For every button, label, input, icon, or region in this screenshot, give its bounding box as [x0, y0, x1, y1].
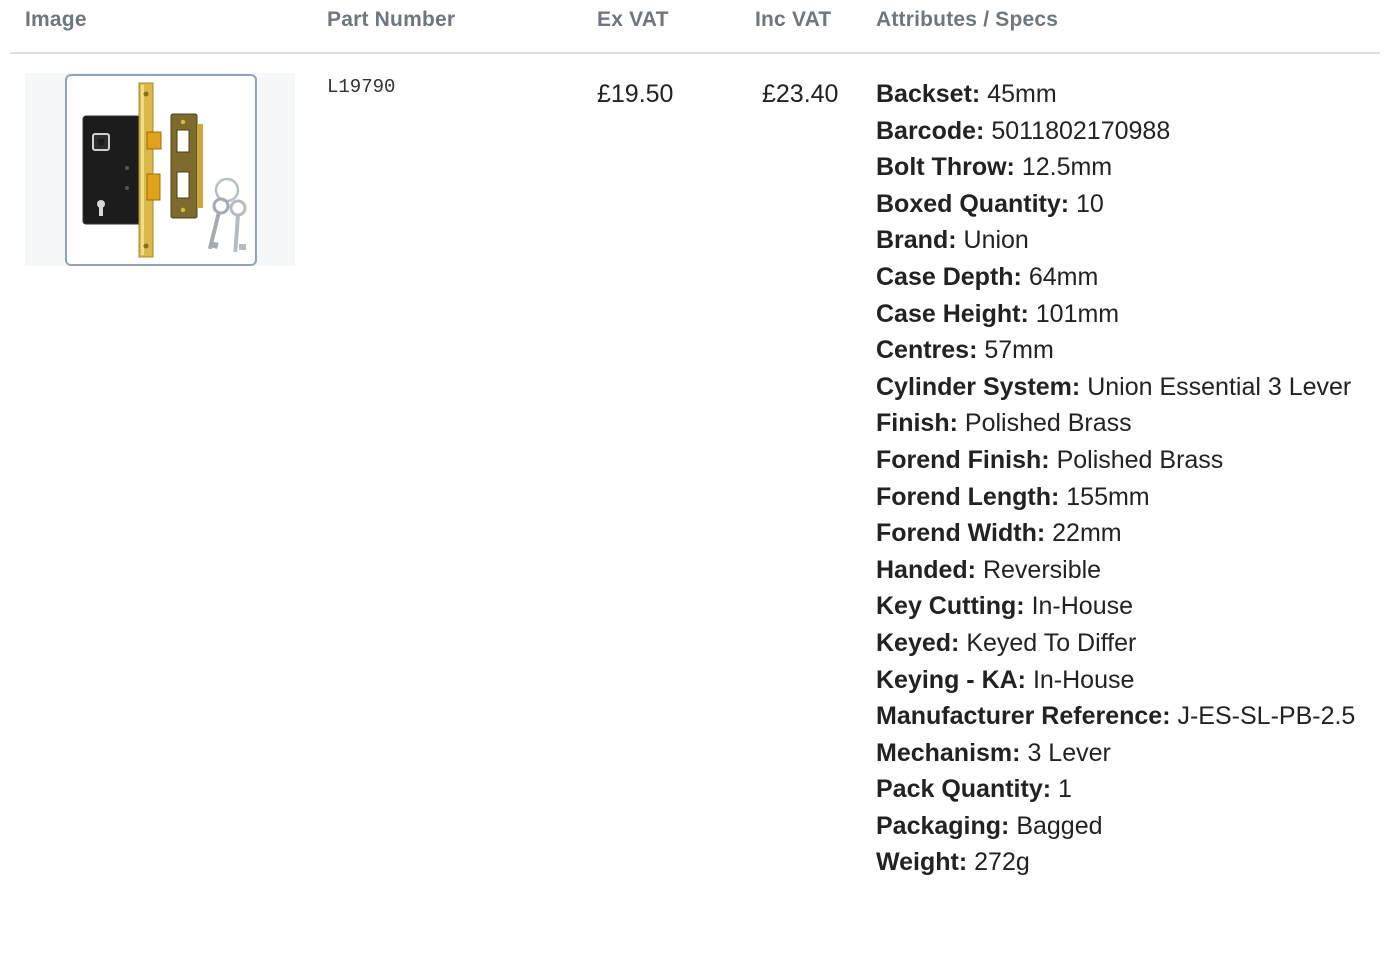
attribute-key-cutting	[876, 588, 1366, 625]
attribute-value: 45mm	[987, 80, 1057, 108]
attribute-value: 64mm	[1028, 262, 1099, 291]
attribute-name: Key Cutting:	[876, 592, 1025, 621]
attribute-name: Cylinder System:	[876, 372, 1081, 401]
attribute-name: Brand:	[876, 226, 957, 255]
attribute-bolt-throw	[876, 149, 1366, 186]
attribute-name: Backset:	[876, 80, 981, 108]
attribute-boxed-quantity	[876, 186, 1366, 223]
attribute-finish	[876, 405, 1366, 442]
attribute-mechanism	[876, 735, 1366, 772]
attribute-value: In-House	[1032, 665, 1135, 694]
attribute-name: Packaging:	[876, 811, 1010, 840]
column-header-inc-vat[interactable]: Inc VAT	[755, 8, 832, 31]
column-header-attributes: Attributes / Specs	[876, 8, 1059, 31]
attributes-list	[876, 76, 1366, 881]
attribute-value: Union Essential 3 Lever	[1087, 372, 1352, 401]
attribute-value: 1	[1058, 775, 1072, 804]
attribute-value: 101mm	[1035, 299, 1120, 328]
attribute-value: 272g	[974, 848, 1030, 877]
attribute-weight	[876, 844, 1366, 881]
product-image-thumbnail[interactable]	[65, 74, 257, 266]
table-row	[0, 54, 1387, 970]
attribute-value: 3 Lever	[1027, 738, 1111, 767]
attribute-value: 57mm	[984, 336, 1054, 365]
attribute-value: 22mm	[1052, 519, 1122, 548]
attribute-value: Bagged	[1016, 811, 1103, 840]
attribute-brand	[876, 222, 1366, 259]
attribute-name: Forend Width:	[876, 519, 1046, 548]
attribute-value: 10	[1076, 189, 1104, 218]
attribute-name: Finish:	[876, 409, 958, 438]
price-inc-vat: £23.40	[762, 80, 839, 108]
price-ex-vat: £19.50	[597, 80, 674, 108]
attribute-name: Case Height:	[876, 299, 1029, 328]
column-header-part-number[interactable]: Part Number	[327, 8, 456, 31]
attribute-name: Handed:	[876, 555, 976, 584]
attribute-name: Weight:	[876, 848, 968, 877]
attribute-forend-length	[876, 479, 1366, 516]
attribute-value: In-House	[1031, 592, 1134, 621]
attribute-value: 5011802170988	[991, 116, 1171, 145]
attribute-name: Forend Length:	[876, 482, 1060, 511]
attribute-barcode	[876, 113, 1366, 150]
attribute-value: J-ES-SL-PB-2.5	[1177, 702, 1356, 731]
attribute-name: Pack Quantity:	[876, 775, 1052, 804]
attribute-backset	[876, 76, 1366, 113]
attribute-forend-finish	[876, 442, 1366, 479]
attribute-name: Centres:	[876, 336, 978, 365]
attribute-name: Forend Finish:	[876, 445, 1050, 474]
column-header-image: Image	[25, 8, 87, 31]
attribute-manufacturer-reference	[876, 698, 1366, 735]
attribute-value: Polished Brass	[1056, 445, 1224, 474]
attribute-case-depth	[876, 259, 1366, 296]
attribute-name: Case Depth:	[876, 262, 1022, 291]
attribute-name: Bolt Throw:	[876, 153, 1015, 182]
attribute-name: Mechanism:	[876, 738, 1021, 767]
attribute-value: Reversible	[982, 555, 1102, 584]
sashlock-image	[67, 76, 255, 264]
attribute-name: Keyed:	[876, 628, 960, 657]
column-header-ex-vat[interactable]: Ex VAT	[597, 8, 669, 31]
attribute-pack-quantity	[876, 771, 1366, 808]
attribute-name: Keying - KA:	[876, 665, 1026, 694]
attribute-value: Polished Brass	[964, 409, 1132, 438]
attribute-keying-ka	[876, 662, 1366, 699]
product-image-cell	[25, 73, 295, 266]
attribute-name: Boxed Quantity:	[876, 189, 1070, 218]
attribute-value: Keyed To Differ	[966, 628, 1137, 657]
attribute-packaging	[876, 808, 1366, 845]
attribute-name: Barcode:	[876, 116, 985, 145]
attribute-value: Union	[963, 226, 1029, 255]
attribute-forend-width	[876, 515, 1366, 552]
attribute-name: Manufacturer Reference:	[876, 702, 1171, 731]
attribute-value: 12.5mm	[1021, 153, 1113, 182]
table-header-row	[10, 0, 1380, 54]
part-number: L19790	[327, 76, 396, 98]
attribute-keyed	[876, 625, 1366, 662]
attribute-handed	[876, 552, 1366, 589]
attribute-cylinder-system	[876, 369, 1366, 406]
attribute-value: 155mm	[1066, 482, 1150, 511]
attribute-centres	[876, 332, 1366, 369]
attribute-case-height	[876, 296, 1366, 333]
